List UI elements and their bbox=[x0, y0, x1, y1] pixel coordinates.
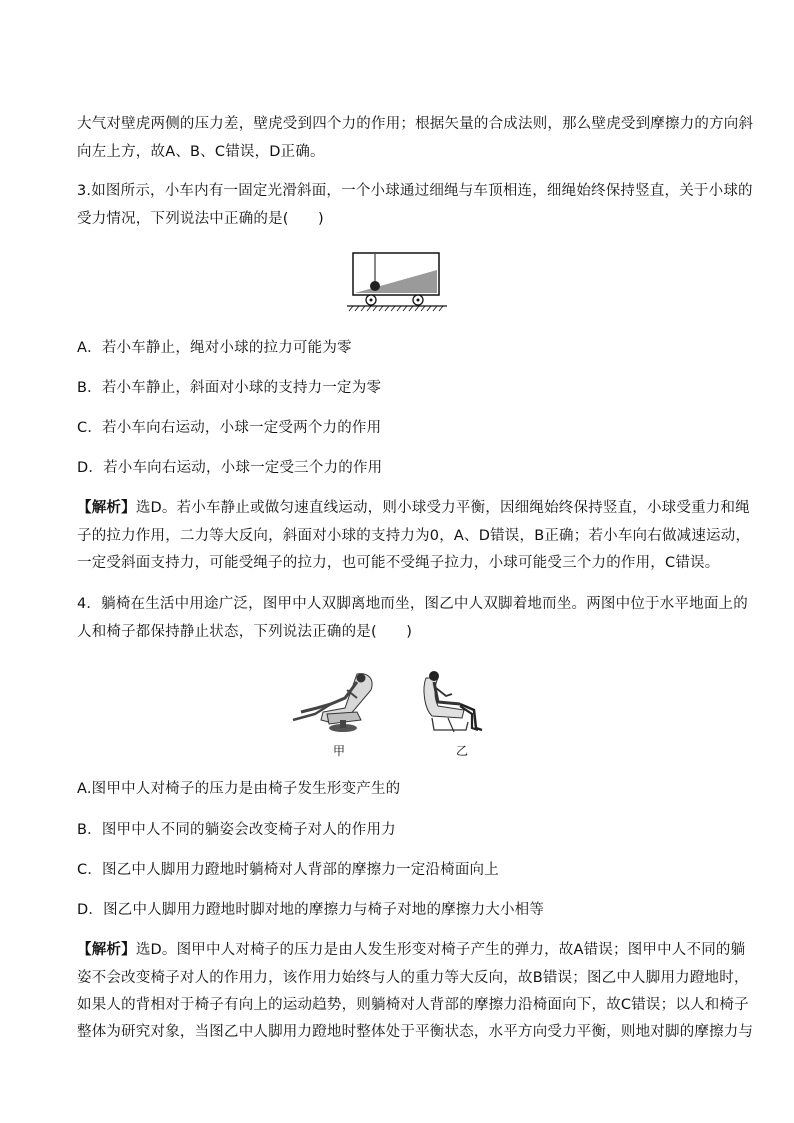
question-4-stem: 人和椅子都保持静止状态，下列说法正确的是( ) bbox=[77, 624, 413, 640]
option-c: C．图乙中人脚用力蹬地时躺椅对人背部的摩擦力一定沿椅面向上 bbox=[77, 862, 499, 878]
text-line: 大气对壁虎两侧的压力差，壁虎受到四个力的作用；根据矢量的合成法则，那么壁虎受到摩擦力的方向斜 bbox=[77, 116, 754, 132]
option-a: A．若小车静止，绳对小球的拉力可能为零 bbox=[77, 340, 352, 356]
option-a: A.图甲中人对椅子的压力是由椅子发生形变产生的 bbox=[77, 781, 401, 797]
analysis-label: 【解析】 bbox=[77, 942, 136, 958]
question-3-stem: 3.如图所示，小车内有一固定光滑斜面，一个小球通过细绳与车顶相连，细绳始终保持竖直，关于小球的 bbox=[77, 183, 753, 199]
analysis-line: 整体为研究对象，当图乙中人脚用力蹬地时整体处于平衡状态，水平方向受力平衡，则地对脚的摩擦力与 bbox=[77, 1024, 754, 1040]
analysis-line: 姿不会改变椅子对人的作用力，该作用力始终与人的重力等大反向，故B错误；图乙中人脚用力蹬地时， bbox=[77, 970, 749, 986]
option-d: D．图乙中人脚用力蹬地时脚对地的摩擦力与椅子对地的摩擦力大小相等 bbox=[77, 902, 545, 918]
recliner-figure-b bbox=[418, 668, 490, 736]
option-b: B．若小车静止，斜面对小球的支持力一定为零 bbox=[77, 380, 382, 396]
analysis-text: 选D。图甲中人对椅子的压力是由人发生形变对椅子产生的弹力，故A错误；图甲中人不同的躺 bbox=[135, 942, 746, 958]
analysis-line: 如果人的背相对于椅子有向上的运动趋势，则躺椅对人背部的摩擦力沿椅面向下，故C错误；以人和椅子 bbox=[77, 997, 749, 1013]
text-line: 向左上方，故A、B、C错误，D正确。 bbox=[77, 144, 325, 160]
option-b: B．图甲中人不同的躺姿会改变椅子对人的作用力 bbox=[77, 822, 396, 838]
analysis-line: 子的拉力作用，二力等大反向，斜面对小球的支持力为0，A、D错误，B正确；若小车向右做减速运动， bbox=[77, 528, 751, 544]
analysis-line bbox=[77, 940, 745, 960]
figure-caption-a: 甲 bbox=[333, 744, 346, 758]
analysis-label: 【解析】 bbox=[77, 500, 136, 516]
option-c: C．若小车向右运动，小球一定受两个力的作用 bbox=[77, 420, 382, 436]
recliner-figure-a bbox=[287, 668, 387, 736]
analysis-text: 选D。若小车静止或做匀速直线运动，则小球受力平衡，因细绳始终保持竖直，小球受重力和绳 bbox=[135, 500, 750, 516]
analysis-line: 一定受斜面支持力，可能受绳子的拉力，也可能不受绳子拉力，小球可能受三个力的作用，C错误。 bbox=[77, 555, 720, 571]
cart-incline-figure bbox=[343, 248, 453, 312]
figure-caption-b: 乙 bbox=[456, 744, 469, 758]
question-4-stem: 4．躺椅在生活中用途广泛，图甲中人双脚离地而坐，图乙中人双脚着地而坐。两图中位于水平地面上的 bbox=[77, 596, 748, 612]
analysis-line bbox=[77, 498, 750, 518]
option-d: D．若小车向右运动，小球一定受三个力的作用 bbox=[77, 460, 383, 476]
question-3-stem: 受力情况，下列说法中正确的是( ) bbox=[77, 211, 324, 227]
